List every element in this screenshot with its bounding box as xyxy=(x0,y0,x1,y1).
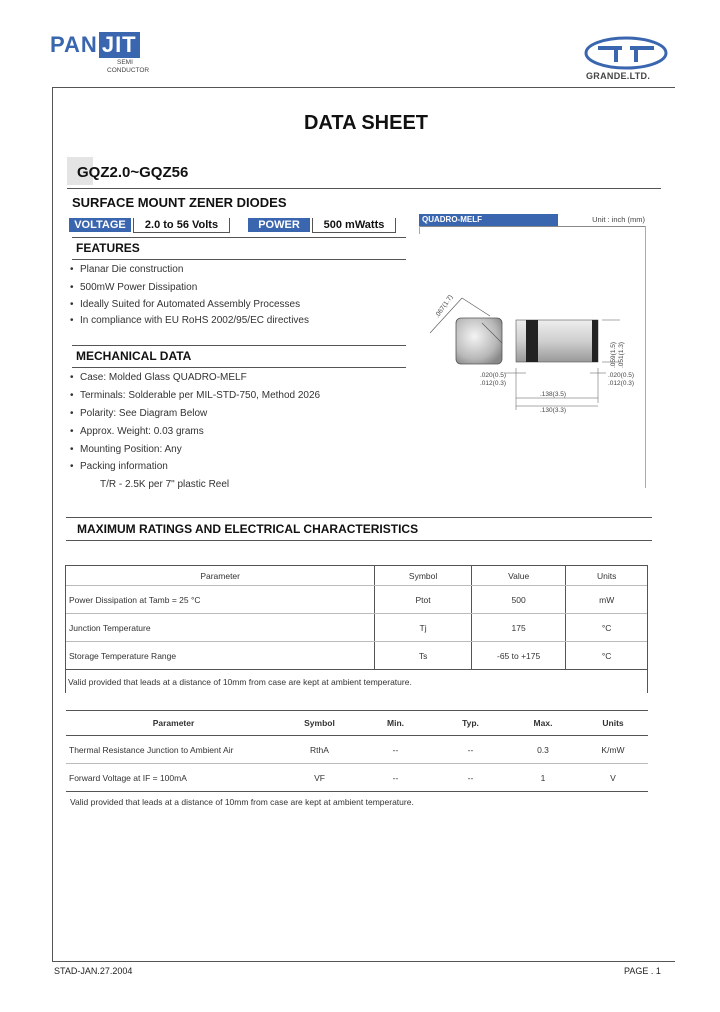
table-header: Min. xyxy=(358,711,433,736)
characteristics-table xyxy=(66,710,648,792)
table1-note: Valid provided that leads at a distance of 10mm from case are kept at ambient temperature. xyxy=(68,677,412,687)
table-row xyxy=(66,736,648,764)
table-cell: RthA xyxy=(281,736,358,764)
ratings-top-rule xyxy=(66,517,652,518)
table-cell: -- xyxy=(358,736,433,764)
ratings-title: MAXIMUM RATINGS AND ELECTRICAL CHARACTERISTICS xyxy=(77,522,419,536)
dim-diag: .067(1.7) xyxy=(433,293,455,320)
logo-text-pan: PAN xyxy=(50,32,98,57)
frame-top-rule xyxy=(52,87,675,88)
table-cell: -- xyxy=(433,764,508,792)
feature-item: • 500mW Power Dissipation xyxy=(70,282,197,293)
product-subtitle: SURFACE MOUNT ZENER DIODES xyxy=(72,195,287,210)
table-row xyxy=(66,642,648,670)
mechanical-item: • Approx. Weight: 0.03 grams xyxy=(70,426,204,437)
table-cell: VF xyxy=(281,764,358,792)
table-cell: Thermal Resistance Junction to Ambient Air xyxy=(66,736,281,764)
table-header: Symbol xyxy=(281,711,358,736)
dim-len1: .138(3.5) xyxy=(540,391,567,398)
table-cell: K/mW xyxy=(578,736,648,764)
feature-item: • Ideally Suited for Automated Assembly Processes xyxy=(70,299,300,310)
features-bottom-rule xyxy=(72,259,406,260)
table1-right-border xyxy=(647,565,648,693)
mechanical-top-rule xyxy=(72,345,406,346)
table-header: Parameter xyxy=(66,566,375,586)
table-header: Units xyxy=(566,566,648,586)
features-top-rule xyxy=(72,237,406,238)
table-row xyxy=(66,764,648,792)
table2-note: Valid provided that leads at a distance of 10mm from case are kept at ambient temperature. xyxy=(70,797,414,807)
package-frame-top xyxy=(419,226,646,227)
table-header: Max. xyxy=(508,711,578,736)
dim-d2: .051(1.3) xyxy=(618,341,625,368)
mechanical-item: • Polarity: See Diagram Below xyxy=(70,408,207,419)
mechanical-title: MECHANICAL DATA xyxy=(76,349,192,363)
table-header: Parameter xyxy=(66,711,281,736)
table-header: Value xyxy=(471,566,566,586)
table-header: Symbol xyxy=(375,566,472,586)
feature-item: • In compliance with EU RoHS 2002/95/EC directives xyxy=(70,315,309,326)
ratings-table xyxy=(65,565,648,670)
panjit-logo xyxy=(50,32,140,58)
packing-detail: T/R - 2.5K per 7" plastic Reel xyxy=(100,479,230,490)
dim-h1: .020(0.5) xyxy=(480,372,507,379)
table-cell: Power Dissipation at Tamb = 25 °C xyxy=(66,586,375,614)
table-cell: 500 xyxy=(471,586,566,614)
ratings-bottom-rule xyxy=(66,540,652,541)
table-cell: mW xyxy=(566,586,648,614)
page-title: DATA SHEET xyxy=(303,112,429,134)
table-cell: °C xyxy=(566,614,648,642)
part-number: GQZ2.0~GQZ56 xyxy=(77,164,189,181)
table-cell: -- xyxy=(358,764,433,792)
package-name: QUADRO-MELF xyxy=(419,214,558,226)
feature-item: • Planar Die construction xyxy=(70,264,183,275)
logo-subtext xyxy=(107,59,149,75)
table-cell: Junction Temperature xyxy=(66,614,375,642)
mechanical-item: • Packing information xyxy=(70,461,168,472)
package-drawing xyxy=(420,228,644,428)
voltage-badge-label: VOLTAGE xyxy=(69,218,131,232)
features-title: FEATURES xyxy=(76,241,140,255)
footer-page-number: PAGE . 1 xyxy=(624,966,661,976)
table-cell: Storage Temperature Range xyxy=(66,642,375,670)
table-cell: 0.3 xyxy=(508,736,578,764)
table1-left-border xyxy=(65,565,66,693)
table-header: Units xyxy=(578,711,648,736)
package-unit: Unit : inch (mm) xyxy=(592,215,645,224)
table-cell: Ts xyxy=(375,642,472,670)
frame-bottom-rule xyxy=(52,961,675,962)
table-header: Typ. xyxy=(433,711,508,736)
table-cell: Forward Voltage at IF = 100mA xyxy=(66,764,281,792)
mechanical-item: • Case: Molded Glass QUADRO-MELF xyxy=(70,372,247,383)
dim-w1: .020(0.5) xyxy=(608,372,635,379)
table-row xyxy=(66,614,648,642)
mechanical-bottom-rule xyxy=(72,367,406,368)
cathode-band xyxy=(526,320,538,362)
table-header-row xyxy=(66,711,648,736)
package-frame-right xyxy=(645,226,646,488)
footer-document-code: STAD-JAN.27.2004 xyxy=(54,966,133,976)
table-cell: V xyxy=(578,764,648,792)
power-badge-label: POWER xyxy=(248,218,310,232)
grande-logo-icon xyxy=(584,36,668,70)
power-badge-value: 500 mWatts xyxy=(312,218,396,233)
mechanical-item: • Mounting Position: Any xyxy=(70,444,182,455)
table-cell: Ptot xyxy=(375,586,472,614)
table-cell: -65 to +175 xyxy=(471,642,566,670)
table-header-row xyxy=(66,566,648,586)
table-cell: °C xyxy=(566,642,648,670)
dim-d1: .059(1.5) xyxy=(610,341,617,368)
table-cell: 1 xyxy=(508,764,578,792)
grande-name: GRANDE.LTD. xyxy=(586,71,651,81)
dim-h2: .012(0.3) xyxy=(480,380,507,387)
table-row xyxy=(66,586,648,614)
frame-left-rule xyxy=(52,87,53,962)
mechanical-item: • Terminals: Solderable per MIL-STD-750, Method 2026 xyxy=(70,390,320,401)
package-end-view xyxy=(456,318,502,364)
logo-semi: SEMI xyxy=(117,59,133,66)
dim-len2: .130(3.3) xyxy=(540,407,567,414)
table-cell: 175 xyxy=(471,614,566,642)
part-divider xyxy=(67,188,661,189)
dim-w2: .012(0.3) xyxy=(608,380,635,387)
logo-conductor: CONDUCTOR xyxy=(107,67,150,74)
logo-text-jit: JIT xyxy=(99,32,140,58)
table-cell: -- xyxy=(433,736,508,764)
voltage-badge-value: 2.0 to 56 Volts xyxy=(133,218,230,233)
table-cell: Tj xyxy=(375,614,472,642)
